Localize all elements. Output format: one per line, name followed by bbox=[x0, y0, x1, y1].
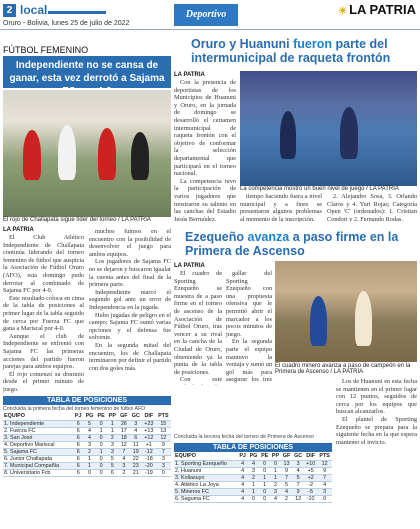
left-standings-table bbox=[3, 413, 171, 477]
table-cell: 2 bbox=[118, 469, 130, 476]
table-cell: 2. Huanuni bbox=[174, 467, 238, 474]
table-header-cell: PG bbox=[249, 453, 258, 460]
table-cell: 1. Independiente bbox=[3, 420, 73, 427]
table-header-row bbox=[174, 453, 332, 460]
table-cell: 9 bbox=[281, 467, 292, 474]
table-cell: 3. Kollasuyo bbox=[174, 474, 238, 481]
table-row bbox=[3, 441, 171, 448]
table-cell: 2. Fuerza FC bbox=[3, 427, 73, 434]
table-cell: 7 bbox=[281, 474, 292, 481]
table-cell: 0 bbox=[95, 441, 106, 448]
table-cell: 1 bbox=[107, 427, 118, 434]
right-table-title: TABLA DE POSICIONES bbox=[174, 443, 332, 452]
table-cell: -5 bbox=[304, 488, 317, 495]
table-cell: 0 bbox=[270, 460, 281, 467]
newspaper-name: LA PATRIA bbox=[349, 2, 416, 17]
left-headline: Independiente no se cansa de ganar, esta vez derrotó a Sajama bbox=[3, 56, 171, 88]
table-cell: 7 bbox=[156, 448, 171, 455]
table-cell: 1 bbox=[83, 462, 95, 469]
table-cell: 1 bbox=[270, 474, 281, 481]
table-cell: 2 bbox=[281, 495, 292, 502]
table-cell: -19 bbox=[142, 469, 156, 476]
table-header-cell: PTS bbox=[156, 413, 171, 420]
table-header-cell: EQUIPO bbox=[3, 413, 73, 420]
table-cell: 5. Sajama FC bbox=[3, 448, 73, 455]
table-cell: 5 bbox=[292, 474, 304, 481]
table-cell: 12 bbox=[317, 460, 332, 467]
right-standings-table bbox=[174, 453, 332, 503]
right-top-photo bbox=[240, 71, 417, 186]
header-divider bbox=[0, 29, 420, 30]
table-cell: 4 bbox=[238, 474, 248, 481]
left-photo-caption: El rojo de Challapata sigue líder del torneo / LA PATRIA bbox=[3, 217, 151, 223]
table-cell: 8. Universitario Fcb bbox=[3, 469, 73, 476]
table-cell: 9 bbox=[292, 488, 304, 495]
table-cell: 4 bbox=[238, 460, 248, 467]
table-cell: 6. Saguma FC bbox=[174, 495, 238, 502]
table-cell: 12 bbox=[292, 495, 304, 502]
table-cell: 6 bbox=[73, 462, 84, 469]
table-header-cell: PE bbox=[95, 413, 106, 420]
table-cell: 6 bbox=[73, 455, 84, 462]
table-cell: 3 bbox=[156, 462, 171, 469]
right-bottom-photo bbox=[275, 261, 417, 362]
table-cell: 2 bbox=[83, 448, 95, 455]
table-cell: 4 bbox=[270, 495, 281, 502]
sun-icon: ☀ bbox=[338, 6, 348, 17]
table-row bbox=[3, 420, 171, 427]
right-top-byline: LA PATRIA bbox=[174, 72, 205, 78]
table-cell: 3 bbox=[107, 441, 118, 448]
right-top-col2: tiempo haciendo fuera a nivel municipal y a fines se presentaron algunos problemas al momento de la inscripción. bbox=[240, 193, 322, 222]
table-cell: 19 bbox=[130, 448, 142, 455]
table-cell: 7 bbox=[317, 474, 332, 481]
table-header-cell: PG bbox=[83, 413, 95, 420]
right-bottom-photo-caption: El cuadro minero avanza a paso de campeón en la Primera de Ascenso / LA PATRIA bbox=[275, 363, 411, 375]
left-byline: LA PATRIA bbox=[3, 227, 34, 233]
table-cell: 6 bbox=[73, 441, 84, 448]
page-number: 2 bbox=[3, 4, 16, 17]
table-cell: 5 bbox=[281, 481, 292, 488]
table-cell: 4. Deportivo Mariscal bbox=[3, 441, 73, 448]
table-cell: 4 bbox=[238, 495, 248, 502]
right-bottom-col1: El cuadro de Sporting Ezequeño se muestra de a paso firme en el torneo de ascenso de la Asociación de Fútbol Oruro, tras vencer a su rival en la cancha de la Ciudad de Oruro, obteniendo ya la punta de la tabla de posiciones. Con este bbox=[174, 270, 222, 384]
table-cell: 21 bbox=[130, 469, 142, 476]
table-cell: 23 bbox=[130, 462, 142, 469]
table-cell: 5 bbox=[107, 455, 118, 462]
table-cell: +10 bbox=[306, 460, 316, 467]
table-cell: 4 bbox=[238, 488, 248, 495]
table-cell: 1 bbox=[107, 420, 118, 427]
table-cell: 3. San José bbox=[3, 434, 73, 441]
table-cell: 3 bbox=[83, 441, 95, 448]
table-cell: 2 bbox=[107, 434, 118, 441]
right-bottom-col2: gallar del Sporting Ezequeño con una propuesta ofensiva que le permitió abrir el marcador a los pocos minutos de juego. En la segunda parte el equipo mantuvo la ventaja y sumó un gol más para asegurar los tres bbox=[226, 270, 272, 384]
table-cell: +12 bbox=[142, 434, 156, 441]
table-cell: 13 bbox=[281, 460, 292, 467]
table-cell: 0 bbox=[248, 495, 260, 502]
table-cell: 1 bbox=[248, 481, 260, 488]
table-cell: 0 bbox=[95, 420, 106, 427]
table-cell: -20 bbox=[142, 462, 156, 469]
table-cell: 7. Municipal Compañía bbox=[3, 462, 73, 469]
right-bottom-byline: LA PATRIA bbox=[174, 263, 205, 269]
table-cell: 9 bbox=[317, 467, 332, 474]
table-cell: 11 bbox=[130, 441, 142, 448]
table-row bbox=[3, 462, 171, 469]
table-cell: 3 bbox=[248, 467, 260, 474]
right-top-col1: Con la presencia de deportistas de los Municipios de Huanuni y Oruro, en la jornada de domingo se desarrolló el certamen intermunicipal de raqueta frontón con el objetivo de conformar la selección departamental que participará en el torneo nacional. La competencia tuvo la participación de varios jugadores que mostraron su talento en las canchas del Estadio Jesús Bermúdez. bbox=[174, 79, 236, 222]
table-cell: 3 bbox=[130, 420, 142, 427]
left-article-col1: El Club Atlético Independiente de Challapata continúa liderando del torneo femenino de fútbol que auspicia la Asociación de Fútbol Oruro (AFO), esta domingo pudo derrotar al combinado de Sajama FC por 4-0. Este resultado coloca en cima de la tabla de posiciones al primer lugar de la tabla seguido de cerca por Fuerza FC que gana a Mariscal por 4-0. Aunque el club de Independiente se enfrentó con Sajama FC las primeras acciones del partido fueron parejas para ambos equipos. El rojo comenzó su dominio desde el primer minuto de juego. bbox=[3, 234, 84, 393]
left-kicker: FÚTBOL FEMENINO bbox=[3, 45, 89, 55]
page-header bbox=[0, 0, 420, 30]
table-cell: -2 bbox=[304, 481, 317, 488]
table-cell: 5 bbox=[107, 462, 118, 469]
table-header-cell: PP bbox=[271, 453, 280, 460]
table-row bbox=[174, 467, 332, 474]
table-cell: 1 bbox=[83, 455, 95, 462]
table-cell: 4. Atlético La Joya bbox=[174, 481, 238, 488]
table-cell: 0 bbox=[83, 469, 95, 476]
table-cell: 1 bbox=[259, 481, 270, 488]
table-cell: 7 bbox=[118, 448, 130, 455]
table-cell: +5 bbox=[304, 467, 317, 474]
table-cell: 3 bbox=[292, 460, 304, 467]
table-header-row bbox=[3, 413, 171, 420]
dateline: Oruro - Bolivia, lunes 25 de julio de 2022 bbox=[3, 20, 130, 27]
table-cell: 6 bbox=[73, 420, 84, 427]
table-header-cell: DIF bbox=[304, 453, 317, 460]
table-header-cell: GC bbox=[294, 453, 303, 460]
table-header-cell: EQUIPO bbox=[174, 453, 238, 460]
left-photo bbox=[3, 90, 171, 217]
table-cell: 0 bbox=[95, 469, 106, 476]
table-cell: 6. Junior Challapata bbox=[3, 455, 73, 462]
table-cell: 22 bbox=[130, 455, 142, 462]
table-row bbox=[3, 427, 171, 434]
table-cell: 6 bbox=[130, 434, 142, 441]
table-cell: 1 bbox=[95, 448, 106, 455]
section-label: local bbox=[20, 3, 48, 17]
right-bottom-col3: Los de Huanuni en esta fecha se mantienen en el primer lugar con 12 puntos, seguidos de cerca por los equipos que buscan alcanzarlos. El plantel de Sporting Ezequeño se prepara para la siguiente fecha en la que espera mantener el invicto. bbox=[336, 378, 417, 446]
table-cell: 4 bbox=[281, 488, 292, 495]
table-header-cell: GF bbox=[282, 453, 291, 460]
table-cell: 3 bbox=[270, 488, 281, 495]
table-cell: 4 bbox=[118, 455, 130, 462]
table-header-cell: PJ bbox=[239, 453, 246, 460]
left-article-col2: muchos fuimos en el encuentro con la posibilidad de desenvolver el juego para ambos equipos. Los jugadores de Sajama FC no se dejaron y buscaron igualar la cuenta antes del final de la primera parte. Independiente marcó el segundo gol ante un error de Independencia en la jugada. Hubo jugadas de peligro en el campo; Sajama FC sumó varias opciones y el defensa fue solvente. En la segunda mitad del encuentro, los de Challapata terminaron por definir el partido con dos goles más. bbox=[89, 228, 171, 372]
left-table-subtitle: Concluida la primera fecha del torneo femenino de fútbol AFO bbox=[3, 406, 146, 412]
table-cell: 3 bbox=[118, 462, 130, 469]
table-cell: 4 bbox=[248, 460, 260, 467]
right-bottom-headline: Ezequeño avanza a paso firme en la Primera de Ascenso bbox=[185, 230, 399, 258]
table-cell: 5. Mineros FC bbox=[174, 488, 238, 495]
table-cell: 3 bbox=[317, 488, 332, 495]
table-cell: 2 bbox=[248, 474, 260, 481]
table-row bbox=[3, 434, 171, 441]
table-row bbox=[174, 474, 332, 481]
right-top-headline: Oruro y Huanuni fueron parte del intermunicipal de raqueta frontón bbox=[191, 37, 391, 65]
table-cell: 13 bbox=[156, 427, 171, 434]
table-cell: 1 bbox=[95, 427, 106, 434]
table-cell: 17 bbox=[118, 427, 130, 434]
right-top-photo-caption: La competencia mostró un buen nivel de juego / LA PATRIA bbox=[240, 186, 399, 192]
table-row bbox=[174, 460, 332, 467]
table-row bbox=[174, 488, 332, 495]
table-cell: 9 bbox=[156, 441, 171, 448]
table-header-cell: DIF bbox=[142, 413, 156, 420]
table-cell: +2 bbox=[304, 474, 317, 481]
right-top-col3: 2. Alejandro Sosa, 3. Orlando Claros y 4. Yuri Rojas; Categoría Open 'C' (ordenados): 1. Cristian Condori y 2. Fernando Rodas. bbox=[327, 193, 417, 222]
table-cell: 0 bbox=[259, 467, 270, 474]
table-cell: -10 bbox=[304, 495, 317, 502]
table-row bbox=[3, 469, 171, 476]
table-header-cell: PE bbox=[261, 453, 269, 460]
newspaper-logo bbox=[338, 2, 416, 17]
table-cell: 0 bbox=[259, 495, 270, 502]
table-row bbox=[174, 495, 332, 502]
table-cell: +1 bbox=[142, 441, 156, 448]
table-cell: 0 bbox=[259, 488, 270, 495]
table-cell: 4 bbox=[130, 427, 142, 434]
table-cell: 6 bbox=[73, 448, 84, 455]
table-row bbox=[3, 448, 171, 455]
left-table-title: TABLA DE POSICIONES bbox=[3, 396, 171, 405]
table-header-cell: PJ bbox=[74, 413, 82, 420]
table-cell: -12 bbox=[142, 448, 156, 455]
table-cell: 15 bbox=[156, 420, 171, 427]
table-cell: 3 bbox=[107, 448, 118, 455]
table-cell: 0 bbox=[317, 495, 332, 502]
table-cell: 6 bbox=[73, 427, 84, 434]
table-cell: 0 bbox=[95, 434, 106, 441]
table-header-cell: PTS bbox=[317, 453, 332, 460]
table-cell: 3 bbox=[156, 455, 171, 462]
table-cell: 4 bbox=[317, 481, 332, 488]
table-cell: 6 bbox=[73, 469, 84, 476]
table-header-cell: PP bbox=[107, 413, 118, 420]
table-cell: 12 bbox=[118, 441, 130, 448]
table-cell: 0 bbox=[156, 469, 171, 476]
table-cell: +13 bbox=[142, 427, 156, 434]
table-cell: 4 bbox=[238, 481, 248, 488]
table-cell: 0 bbox=[259, 460, 270, 467]
table-cell: 2 bbox=[270, 481, 281, 488]
table-cell: +23 bbox=[142, 420, 156, 427]
supplement-logo: Deportivo bbox=[174, 4, 238, 26]
table-cell: 1 bbox=[270, 467, 281, 474]
table-cell: 5 bbox=[83, 420, 95, 427]
table-row bbox=[3, 455, 171, 462]
right-table-subtitle: Concluida la tercera fecha del torneo de Primera de Ascenso bbox=[174, 434, 314, 440]
table-cell: 1 bbox=[259, 474, 270, 481]
table-cell: 4 bbox=[238, 467, 248, 474]
table-cell: 18 bbox=[118, 434, 130, 441]
table-cell: 0 bbox=[95, 462, 106, 469]
table-cell: 0 bbox=[95, 455, 106, 462]
table-cell: 4 bbox=[292, 467, 304, 474]
table-header-cell: GF bbox=[118, 413, 130, 420]
table-cell: 12 bbox=[156, 434, 171, 441]
table-cell: 26 bbox=[118, 420, 130, 427]
table-cell: 7 bbox=[292, 481, 304, 488]
table-cell: 1. Sporting Ezequeño bbox=[174, 460, 238, 467]
section-rule bbox=[48, 11, 106, 14]
table-header-cell: GC bbox=[130, 413, 142, 420]
table-cell: 4 bbox=[83, 434, 95, 441]
table-cell: -18 bbox=[142, 455, 156, 462]
table-row bbox=[174, 481, 332, 488]
table-cell: 1 bbox=[248, 488, 260, 495]
table-cell: 6 bbox=[73, 434, 84, 441]
table-cell: 4 bbox=[83, 427, 95, 434]
table-cell: 6 bbox=[107, 469, 118, 476]
